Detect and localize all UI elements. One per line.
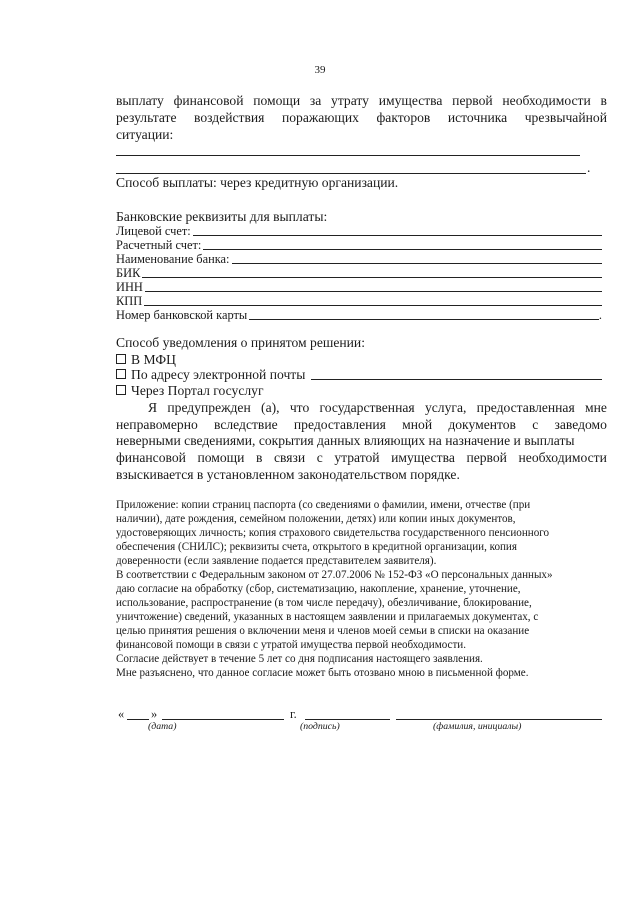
appendix-line-3: удостоверяющих личность; копия страхового свидетельства государственного пенсионного	[116, 527, 550, 539]
option-portal[interactable]	[116, 383, 264, 399]
intro-line-2: результате воздействия поражающих факторов источника чрезвычайной	[116, 110, 607, 125]
date-year-suffix: г.	[290, 707, 297, 721]
consent-line-4: уничтожение) сведений, указанных в настоящем заявлении и прилагаемых документах, с	[116, 611, 539, 623]
mfc-label: В МФЦ	[131, 352, 176, 367]
card-number-label: Номер банковской карты	[116, 308, 248, 322]
page-number: 39	[314, 64, 326, 76]
signature-caption: (подпись)	[300, 721, 340, 732]
consent-line-5: целью принятия решения о включении меня и членов моей семьи в списки на оказание	[116, 625, 530, 637]
bik-label: БИК	[116, 266, 141, 280]
consent-line-2: даю согласие на обработку (сбор, систематизацию, накопление, хранение, уточнение,	[116, 583, 521, 595]
inn-field[interactable]	[116, 280, 602, 295]
bank-name-label: Наименование банка:	[116, 252, 230, 266]
date-day-line[interactable]	[127, 719, 149, 720]
option-mfc[interactable]	[116, 352, 176, 368]
payment-method: Способ выплаты: через кредитную организации.	[116, 175, 399, 190]
mfc-checkbox[interactable]	[116, 354, 126, 364]
warning-line-2: неправомерно вследствие предоставления мной документов с заведомо	[116, 417, 607, 432]
appendix-line-1: Приложение: копии страниц паспорта (со сведениями о фамилии, имени, отчестве (при	[116, 499, 531, 511]
settlement-account-label: Расчетный счет:	[116, 238, 202, 252]
email-input-line[interactable]	[311, 379, 602, 380]
blank-line-1	[116, 155, 580, 156]
settlement-account-field[interactable]	[116, 238, 602, 253]
intro-line-3: ситуации:	[116, 127, 174, 142]
card-number-dot: .	[598, 308, 602, 322]
full-name-caption: (фамилия, инициалы)	[433, 721, 522, 732]
kpp-label: КПП	[116, 294, 143, 308]
appendix-line-4: обеспечения (СНИЛС); реквизиты счета, открытого в кредитной организации, копия	[116, 541, 517, 553]
notification-title: Способ уведомления о принятом решении:	[116, 335, 365, 350]
warning-line-3: неверными сведениями, сокрытия данных влияющих на назначение и выплаты	[116, 433, 575, 448]
card-number-field[interactable]	[116, 308, 602, 323]
date-quote-open: «	[118, 707, 125, 721]
email-label: По адресу электронной почты	[131, 367, 306, 382]
kpp-field[interactable]	[116, 294, 602, 309]
blank-line-dot: .	[587, 160, 591, 175]
bik-field[interactable]	[116, 266, 602, 281]
appendix-line-2: наличии), дате рождения, семейном положении, детях) или копии иных документов,	[116, 513, 516, 525]
signature-line[interactable]	[305, 719, 390, 720]
email-checkbox[interactable]	[116, 369, 126, 379]
date-month-line[interactable]	[162, 719, 284, 720]
appendix-line-5: доверенности (если заявление подается представителем заявителя).	[116, 555, 437, 567]
personal-account-label: Лицевой счет:	[116, 224, 191, 238]
consent-line-7: Согласие действует в течение 5 лет со дня подписания настоящего заявления.	[116, 653, 483, 665]
warning-line-5: взыскивается в установленном законодательством порядке.	[116, 467, 460, 482]
portal-checkbox[interactable]	[116, 385, 126, 395]
full-name-line[interactable]	[396, 719, 602, 720]
consent-line-6: финансовой помощи в связи с утратой имущества первой необходимости.	[116, 639, 467, 651]
personal-account-field[interactable]	[116, 224, 602, 239]
consent-line-3: использование, распространение (в том числе передачу), обезличивание, блокирование,	[116, 597, 532, 609]
date-quote-close: »	[151, 707, 158, 721]
inn-label: ИНН	[116, 280, 143, 294]
warning-line-4: финансовой помощи в связи с утратой имущества первой необходимости	[116, 450, 607, 465]
consent-line-1: В соответствии с Федеральным законом от 27.07.2006 № 152-ФЗ «О персональных данных»	[116, 569, 553, 581]
option-email[interactable]	[116, 367, 602, 383]
date-caption: (дата)	[148, 721, 177, 732]
blank-line-2	[116, 173, 586, 174]
warning-line-1: Я предупрежден (а), что государственная услуга, предоставленная мне	[148, 400, 607, 415]
intro-line-1: выплату финансовой помощи за утрату имущества первой необходимости в	[116, 93, 607, 108]
consent-line-8: Мне разъяснено, что данное согласие может быть отозвано мною в письменной форме.	[116, 667, 529, 679]
bank-details-title: Банковские реквизиты для выплаты:	[116, 209, 328, 224]
bank-name-field[interactable]	[116, 252, 602, 267]
portal-label: Через Портал госуслуг	[131, 383, 264, 398]
